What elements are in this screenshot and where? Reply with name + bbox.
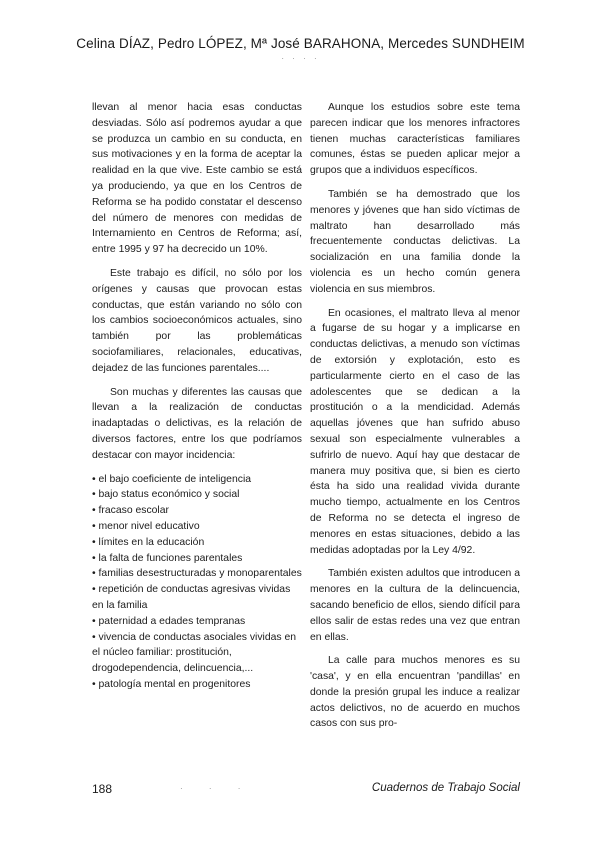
factor-item: • repetición de conductas agresivas vividas en la familia (92, 584, 291, 611)
factor-item: • fracaso escolar (92, 505, 169, 517)
page-number: 188 (92, 782, 113, 796)
factor-item: • bajo status económico y social (92, 489, 240, 501)
factor-item: • vivencia de conductas asociales vividas en el núcleo familiar: prostitución, drogodependencia, delincuencia,... (92, 631, 297, 675)
factor-item: • límites en la educación (92, 536, 205, 548)
header-dots: · · · · (281, 54, 320, 63)
right-paragraph-2: También se ha demostrado que los menores y jóvenes que han sido víctimas de maltrato han desarrollado más frecuentemente conductas delictivas. La socialización en una familia donde la violencia es un hecho común genera violencia en sus miembros. (310, 188, 520, 295)
left-paragraph-2: Este trabajo es difícil, no sólo por los orígenes y causas que provocan estas conductas, que están variando no sólo con los cambios socioeconómicos actuales, sino también por las problemáticas sociofamiliares, relacionales, educativas, dejadez de las funciones parentales.... (92, 267, 302, 374)
right-paragraph-4: También existen adultos que introducen a menores en la cultura de la delincuencia, sacando beneficio de ellos, siendo difícil para ellos salir de estas redes una vez que entran en ellas. (310, 568, 520, 643)
right-column (310, 100, 520, 740)
left-column (92, 100, 302, 693)
right-paragraph-1: Aunque los estudios sobre este tema parecen indicar que los menores infractores tienen muchas características familiares comunes, éstas se pueden aplicar mejor a grupos que a individuos específicos. (310, 102, 520, 177)
footer-dots: · · · (180, 784, 253, 793)
factor-item: • familias desestructuradas y monoparentales (92, 568, 302, 580)
left-paragraph-1: llevan al menor hacia esas conductas desviadas. Sólo así podremos ayudar a que se produzca un cambio en su conducta, en sus motivaciones y en la forma de aceptar la realidad en la que vive. Este cambio se está ya produciendo, ya que en los Centros de Reforma se ha podido constatar el descenso del número de menores con medidas de Internamiento en Centros de Reforma; así, entre 1995 y 97 ha decrecido un 10%. (92, 102, 302, 256)
factor-item: • menor nivel educativo (92, 520, 200, 532)
factor-item: • la falta de funciones parentales (92, 552, 243, 564)
factor-item: • el bajo coeficiente de inteligencia (92, 473, 252, 485)
factor-item: • patología mental en progenitores (92, 678, 251, 690)
right-paragraph-5: La calle para muchos menores es su 'casa', y en ella encuentran 'pandillas' en donde la presión grupal les induce a realizar actos delictivos, no de acuerdo en muchos casos con sus pro- (310, 655, 520, 730)
journal-name: Cuadernos de Trabajo Social (371, 782, 520, 794)
running-header-authors: Celina DÍAZ, Pedro LÓPEZ, Mª José BARAHONA, Mercedes SUNDHEIM (76, 36, 525, 51)
left-paragraph-3: Son muchas y diferentes las causas que llevan a la realización de conductas inadaptadas o delictivas, es la relación de diversos factores, entre los que podríamos destacar con mayor incidencia: (92, 386, 302, 461)
factor-list (92, 472, 302, 693)
factor-item: • paternidad a edades tempranas (92, 615, 246, 627)
right-paragraph-3: En ocasiones, el maltrato lleva al menor a fugarse de su hogar y a implicarse en conductas delictivas, a menudo son víctimas de extorsión y explotación, esto es particularmente cierto en el caso de las adolescentes que se dedican a la prostitución o a la mendicidad. Además aquellas jóvenes que han sufrido abuso sexual son especialmente vulnerables a sufrirlo de nuevo. Aquí hay que destacar de manera muy positiva que, si bien es cierto ésta ha sido una realidad vivida durante mucho tiempo, actualmente en los Centros de Reforma no se detecta el ingreso de menores en estas situaciones, debido a las medidas adoptadas por la Ley 4/92. (310, 307, 520, 556)
